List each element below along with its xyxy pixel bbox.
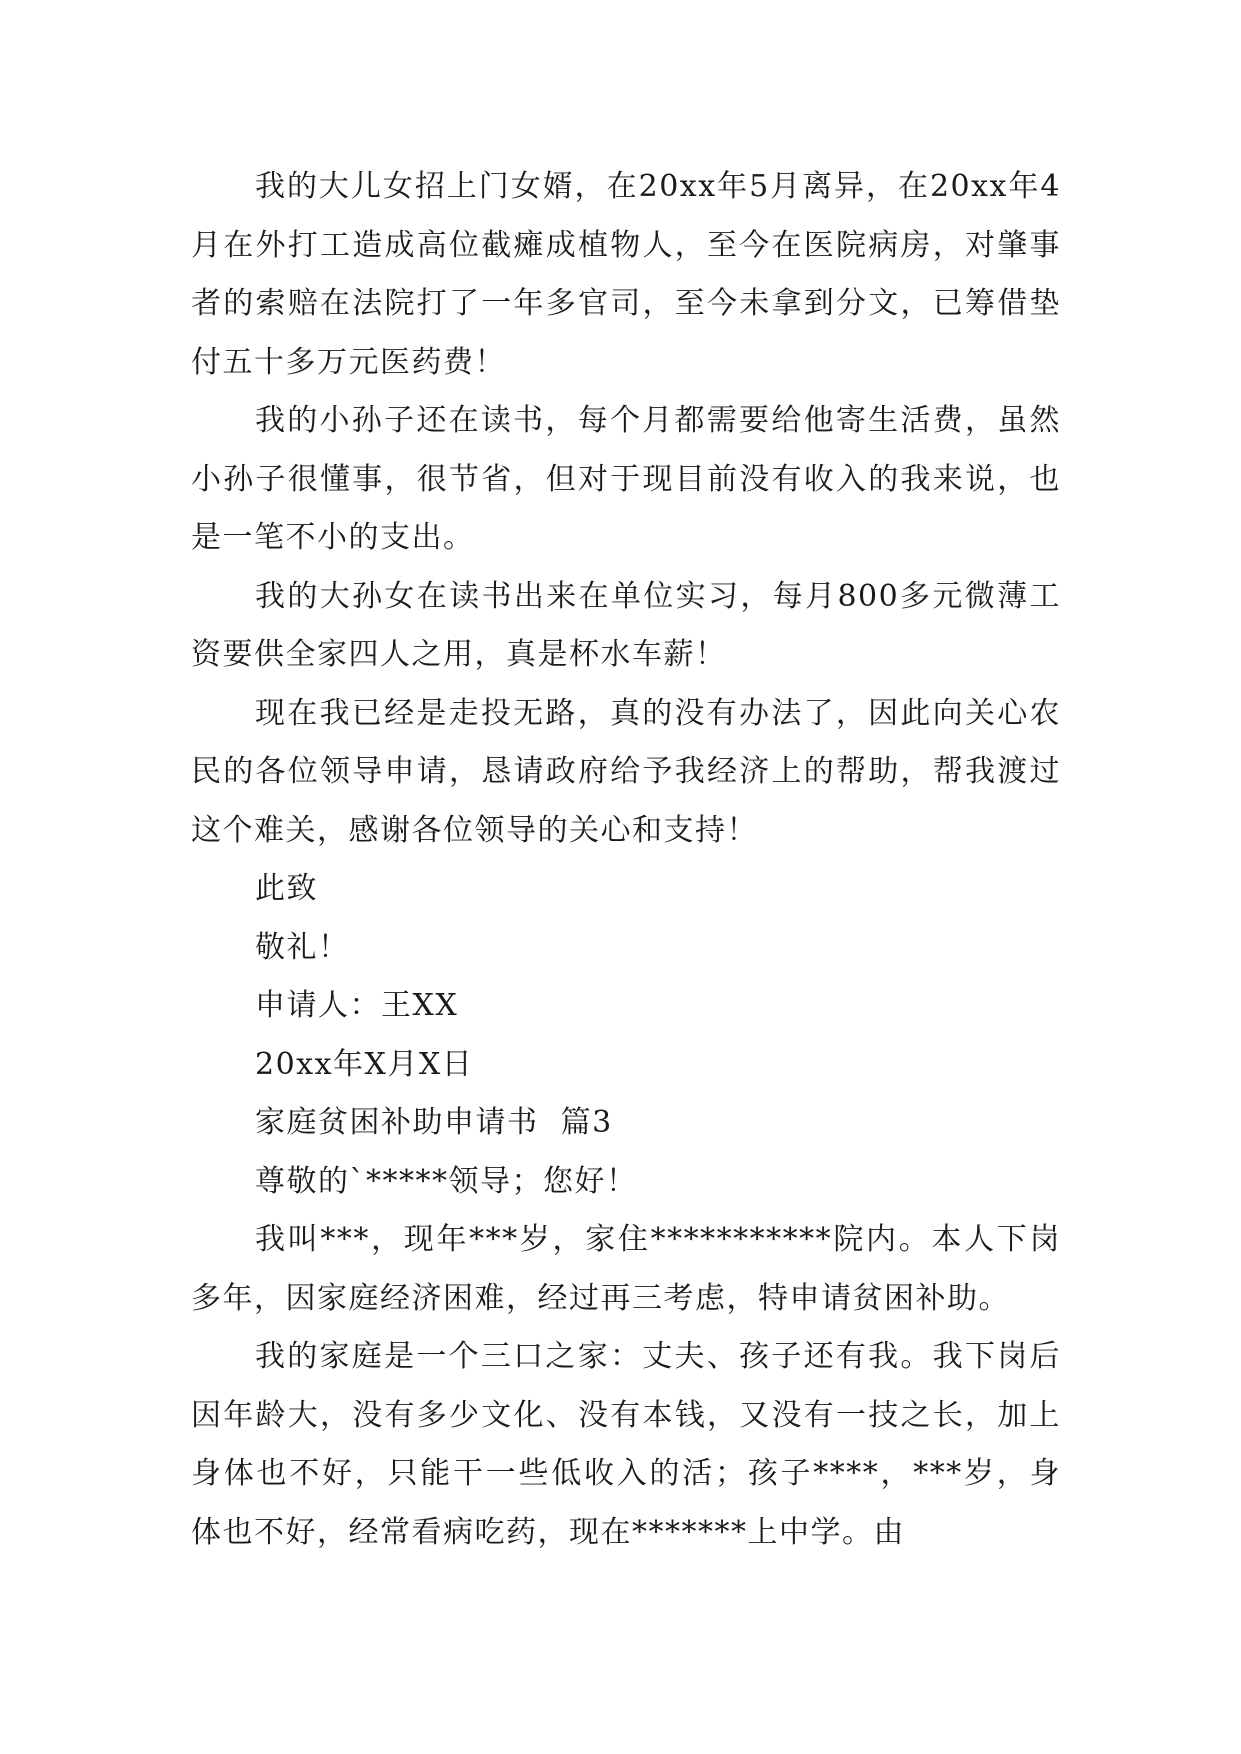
closing-salutation-1: 此致 <box>255 871 318 906</box>
paragraph-request: 现在我已经是走投无路，真的没有办法了，因此向关心农民的各位领导申请，恳请政府给予我经济上的帮助，帮我渡过这个难关，感谢各位领导的关心和支持！ <box>191 695 1061 848</box>
paragraph-grandson: 我的小孙子还在读书，每个月都需要给他寄生活费，虽然小孙子很懂事，很节省，但对于现目前没有收入的我来说，也是一笔不小的支出。 <box>191 403 1061 555</box>
paragraph-self-intro: 我叫***，现年***岁，家住***********院内。本人下岗多年，因家庭经济困难，经过再三考虑，特申请贫困补助。 <box>191 1222 1061 1316</box>
paragraph-family: 我的家庭是一个三口之家：丈夫、孩子还有我。我下岗后因年龄大，没有多少文化、没有本钱，又没有一技之长，加上身体也不好，只能干一些低收入的活；孩子****，***岁，身体也不好，经常看病吃药，现在*******上中学。由 <box>191 1339 1061 1550</box>
paragraph-granddaughter: 我的大孙女在读书出来在单位实习，每月800多元微薄工资要供全家四人之用，真是杯水车薪！ <box>191 578 1061 672</box>
paragraph-divorce-injury: 我的大儿女招上门女婿，在20xx年5月离异，在20xx年4月在外打工造成高位截瘫成植物人，至今在医院病房，对肇事者的索赔在法院打了一年多官司，至今未拿到分文，已筹借垫付五十多万元医药费！ <box>191 169 1061 380</box>
closing-salutation-2: 敬礼！ <box>255 929 350 965</box>
applicant-signature: 申请人：王XX <box>255 988 459 1023</box>
section-title: 家庭贫困补助申请书 篇3 <box>255 1105 613 1140</box>
greeting: 尊敬的`*****领导；您好！ <box>255 1163 638 1199</box>
document-body <box>191 158 1061 1562</box>
closing-date: 20xx年X月X日 <box>255 1046 474 1082</box>
